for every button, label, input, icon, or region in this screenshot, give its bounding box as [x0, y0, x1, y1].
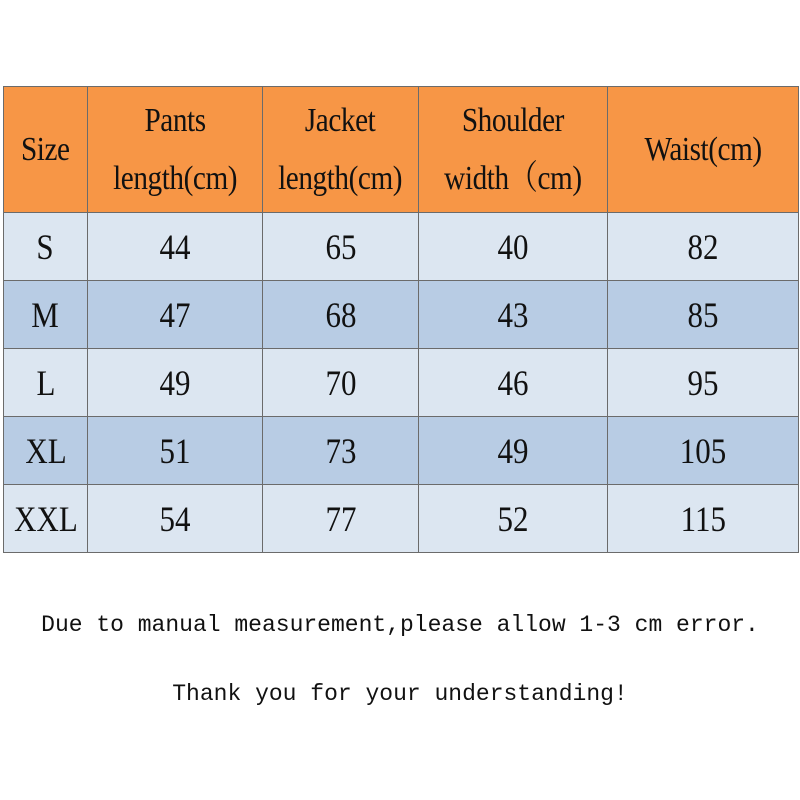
table-row: [4, 213, 799, 281]
cell-waist: 82: [608, 213, 799, 281]
header-shoulder-line1: Shoulder: [461, 101, 565, 139]
cell-shoulder-width: 49: [419, 417, 608, 485]
cell-shoulder-width: 46: [419, 349, 608, 417]
cell-shoulder-width: 40: [419, 213, 608, 281]
header-pants-line2: length(cm): [112, 159, 237, 197]
cell-size: L: [4, 349, 88, 417]
cell-size: XL: [4, 417, 88, 485]
cell-waist: 105: [608, 417, 799, 485]
measurement-error-note: Due to manual measurement,please allow 1-3 cm error.: [41, 612, 759, 638]
header-jacket-line1: Jacket: [305, 101, 376, 139]
cell-pants-length: 54: [88, 485, 263, 553]
cell-pants-length: 49: [88, 349, 263, 417]
cell-size: XXL: [4, 485, 88, 553]
cell-shoulder-width: 43: [419, 281, 608, 349]
table-row: [4, 281, 799, 349]
header-pants-line1: Pants: [144, 101, 206, 139]
cell-size: S: [4, 213, 88, 281]
header-waist: [608, 87, 799, 213]
header-jacket-line2: length(cm): [278, 159, 403, 197]
header-shoulder-width: [419, 87, 608, 213]
cell-jacket-length: 73: [263, 417, 419, 485]
table-row: [4, 417, 799, 485]
table-row: [4, 349, 799, 417]
cell-waist: 115: [608, 485, 799, 553]
header-row: [4, 87, 799, 213]
cell-pants-length: 44: [88, 213, 263, 281]
cell-waist: 95: [608, 349, 799, 417]
cell-pants-length: 51: [88, 417, 263, 485]
header-pants-length: [88, 87, 263, 213]
header-shoulder-line2: width（cm): [444, 159, 582, 197]
header-size: [4, 87, 88, 213]
header-jacket-length: [263, 87, 419, 213]
cell-jacket-length: 68: [263, 281, 419, 349]
thank-you-note: Thank you for your understanding!: [172, 681, 628, 707]
cell-pants-length: 47: [88, 281, 263, 349]
cell-jacket-length: 65: [263, 213, 419, 281]
header-size-label: Size: [21, 130, 70, 168]
cell-jacket-length: 77: [263, 485, 419, 553]
cell-size: M: [4, 281, 88, 349]
table-row: [4, 485, 799, 553]
header-waist-label: Waist(cm): [644, 130, 762, 168]
size-chart-table: [3, 86, 799, 553]
cell-jacket-length: 70: [263, 349, 419, 417]
cell-waist: 85: [608, 281, 799, 349]
cell-shoulder-width: 52: [419, 485, 608, 553]
